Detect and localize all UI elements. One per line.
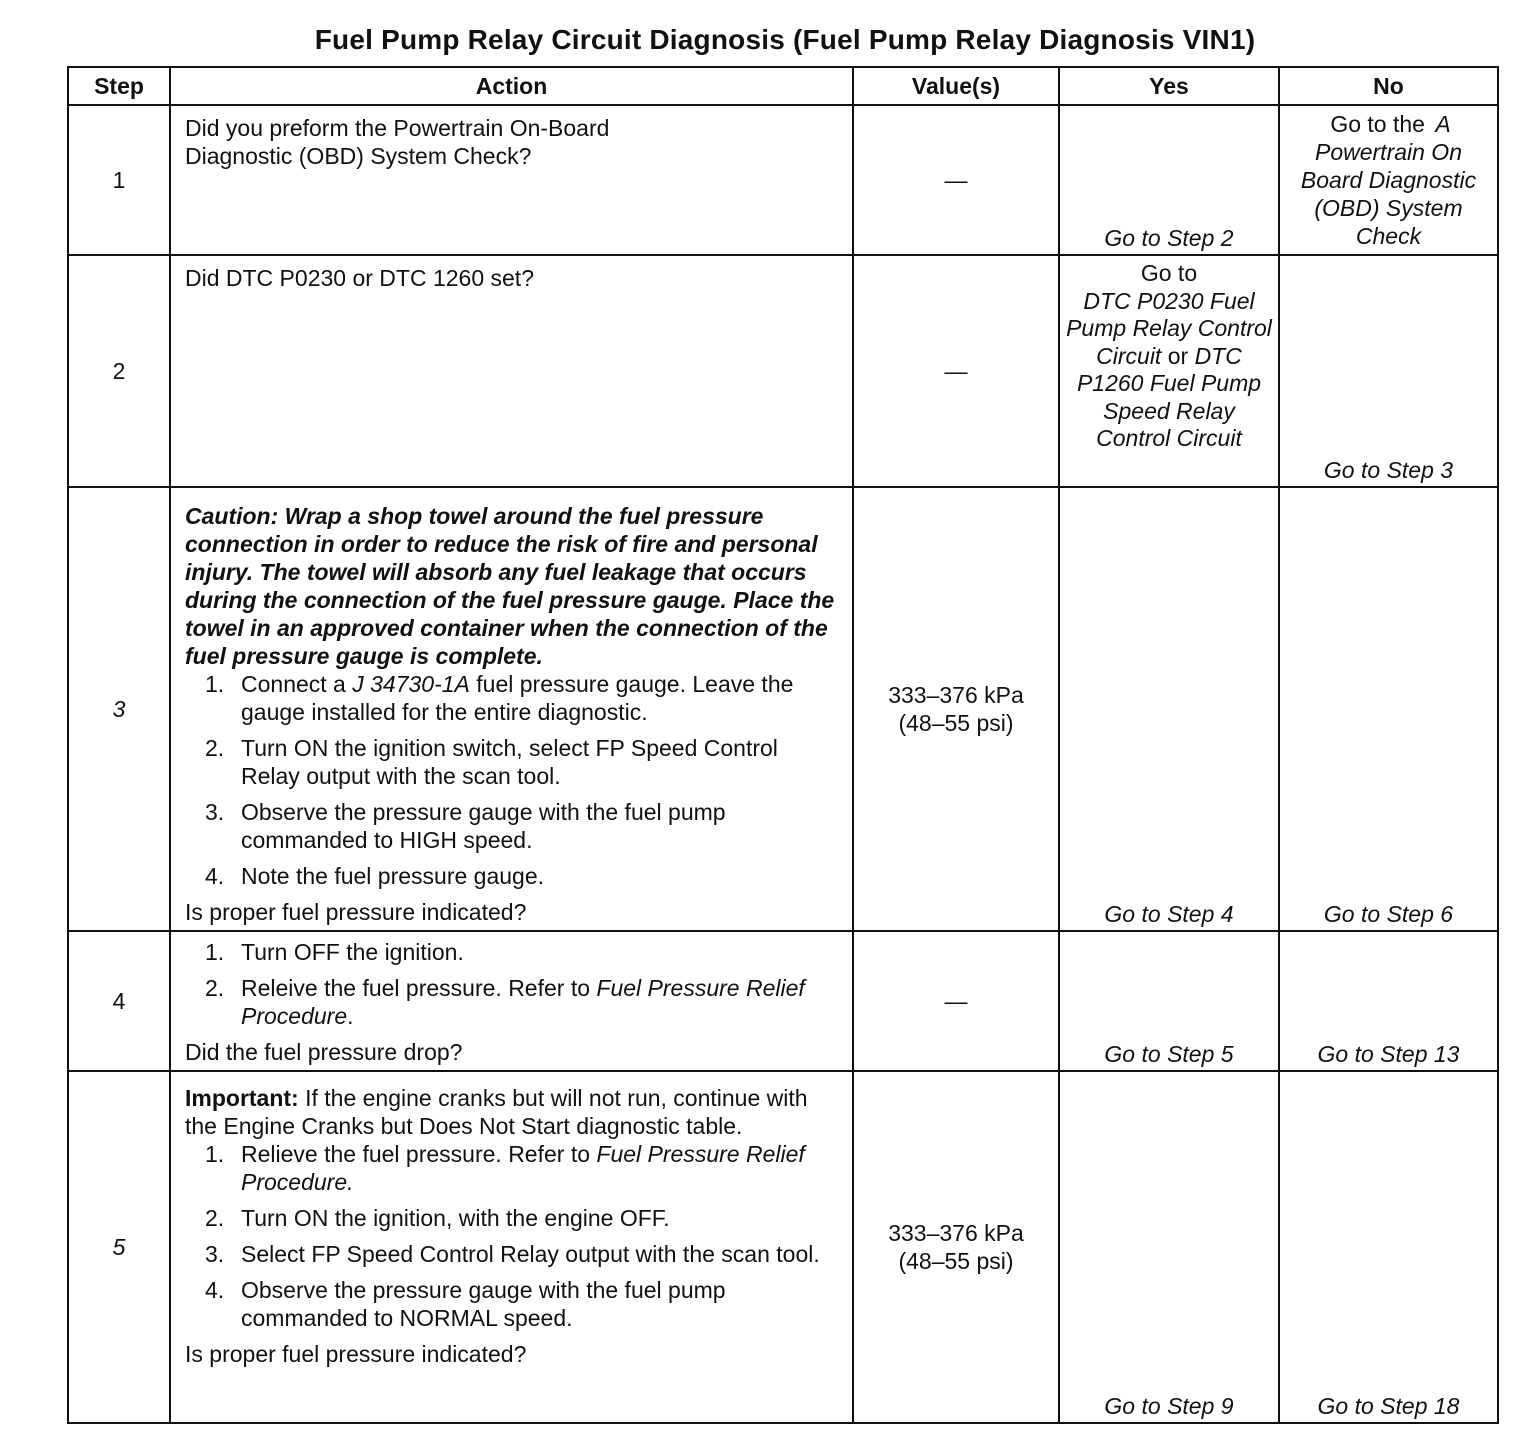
step-number: 1 — [68, 105, 170, 255]
value-cell: — — [853, 931, 1059, 1071]
value-cell: — — [853, 105, 1059, 255]
action-text: Did DTC P0230 or DTC 1260 set? — [185, 265, 534, 291]
table-row — [68, 255, 1498, 487]
yes-goto[interactable]: Go to Step 4 — [1104, 901, 1234, 927]
yes-cell — [1059, 105, 1279, 255]
list-item: 2. Turn ON the ignition, with the engine OFF. — [205, 1205, 670, 1231]
no-goto[interactable]: Go to Step 13 — [1317, 1041, 1460, 1067]
value-cell — [853, 1071, 1059, 1423]
step-number: 5 — [68, 1071, 170, 1423]
header-yes: Yes — [1059, 67, 1279, 105]
step-list — [185, 938, 840, 1030]
table-row — [68, 1071, 1498, 1423]
table-row — [68, 105, 1498, 255]
no-goto-prefix: Go to the — [1330, 111, 1432, 137]
no-cell — [1279, 105, 1498, 255]
question-text: Is proper fuel pressure indicated? — [185, 1341, 527, 1367]
caution-text: Caution: Wrap a shop towel around the fuel pressure connection in order to reduce the risk of fire and personal injury. The towel will absorb any fuel leakage that occurs during the connection of the fuel pressure gauge. Place the towel in an approved container when the connection of the fuel pressure gauge is complete. — [185, 503, 835, 669]
no-cell — [1279, 255, 1498, 487]
yes-cell — [1059, 487, 1279, 931]
page-title: Fuel Pump Relay Circuit Diagnosis (Fuel Pump Relay Diagnosis VIN1) — [314, 24, 1256, 55]
no-goto-link[interactable]: A Powertrain On Board Diagnostic (OBD) System Check — [1300, 111, 1477, 249]
list-item: 4. Observe the pressure gauge with the fuel pump commanded to NORMAL speed. — [205, 1277, 726, 1331]
value-kpa: 333–376 kPa — [888, 682, 1024, 708]
yes-goto-link-1[interactable]: DTC P0230 Fuel Pump Relay Control Circuit — [1066, 287, 1272, 369]
header-no: No — [1279, 67, 1498, 105]
no-cell — [1279, 931, 1498, 1071]
yes-goto[interactable]: Go to Step 9 — [1104, 1393, 1234, 1419]
yes-goto-or: or — [1161, 342, 1195, 369]
table-row — [68, 931, 1498, 1071]
yes-goto-prefix: Go to — [1140, 260, 1198, 286]
yes-cell — [1059, 1071, 1279, 1423]
no-goto[interactable]: Go to Step 18 — [1317, 1393, 1460, 1419]
header-row — [68, 67, 1498, 105]
list-item: 1. Turn OFF the ignition. — [205, 939, 464, 965]
yes-goto-link-2[interactable]: DTC P1260 Fuel Pump Speed Relay Control Circuit — [1076, 342, 1262, 451]
step-number: 3 — [68, 487, 170, 931]
action-text: Did you preform the Powertrain On-Board Diagnostic (OBD) System Check? — [185, 115, 610, 169]
header-action: Action — [170, 67, 853, 105]
action-cell — [170, 105, 853, 255]
step-list — [185, 1140, 840, 1332]
no-goto[interactable]: Go to Step 6 — [1323, 901, 1454, 927]
yes-goto[interactable]: Go to Step 2 — [1104, 225, 1234, 251]
list-item: 3. Select FP Speed Control Relay output with the scan tool. — [205, 1241, 820, 1267]
yes-goto[interactable]: Go to Step 5 — [1104, 1041, 1234, 1067]
list-item: 4. Note the fuel pressure gauge. — [205, 863, 545, 889]
value-psi: (48–55 psi) — [898, 710, 1014, 736]
value-cell — [853, 487, 1059, 931]
header-step: Step — [68, 67, 170, 105]
list-item: 2. Turn ON the ignition switch, select FP Speed Control Relay output with the scan tool. — [205, 735, 778, 789]
diagnostic-table — [67, 66, 1499, 1424]
action-cell — [170, 1071, 853, 1423]
yes-cell — [1059, 255, 1279, 487]
step-number: 2 — [68, 255, 170, 487]
value-psi: (48–55 psi) — [898, 1248, 1014, 1274]
question-text: Is proper fuel pressure indicated? — [185, 899, 527, 925]
header-values: Value(s) — [853, 67, 1059, 105]
important-note: Important: If the engine cranks but will not run, continue with the Engine Cranks but Does Not Start diagnostic table. — [185, 1085, 808, 1139]
step-number: 4 — [68, 931, 170, 1071]
table-row — [68, 487, 1498, 931]
action-cell — [170, 255, 853, 487]
action-cell — [170, 487, 853, 931]
list-item: 1. Connect a J 34730-1A fuel pressure gauge. Leave the gauge installed for the entire diagnostic. — [205, 671, 794, 725]
no-goto[interactable]: Go to Step 3 — [1323, 457, 1454, 483]
list-item: 3. Observe the pressure gauge with the fuel pump commanded to HIGH speed. — [205, 799, 726, 853]
list-item: 2. Releive the fuel pressure. Refer to Fuel Pressure Relief Procedure. — [205, 975, 805, 1029]
action-cell — [170, 931, 853, 1071]
value-kpa: 333–376 kPa — [888, 1220, 1024, 1246]
question-text: Did the fuel pressure drop? — [185, 1039, 463, 1065]
yes-cell — [1059, 931, 1279, 1071]
value-cell: — — [853, 255, 1059, 487]
list-item: 1. Relieve the fuel pressure. Refer to Fuel Pressure Relief Procedure. — [205, 1141, 805, 1195]
no-cell — [1279, 1071, 1498, 1423]
step-list — [185, 670, 840, 890]
no-cell — [1279, 487, 1498, 931]
